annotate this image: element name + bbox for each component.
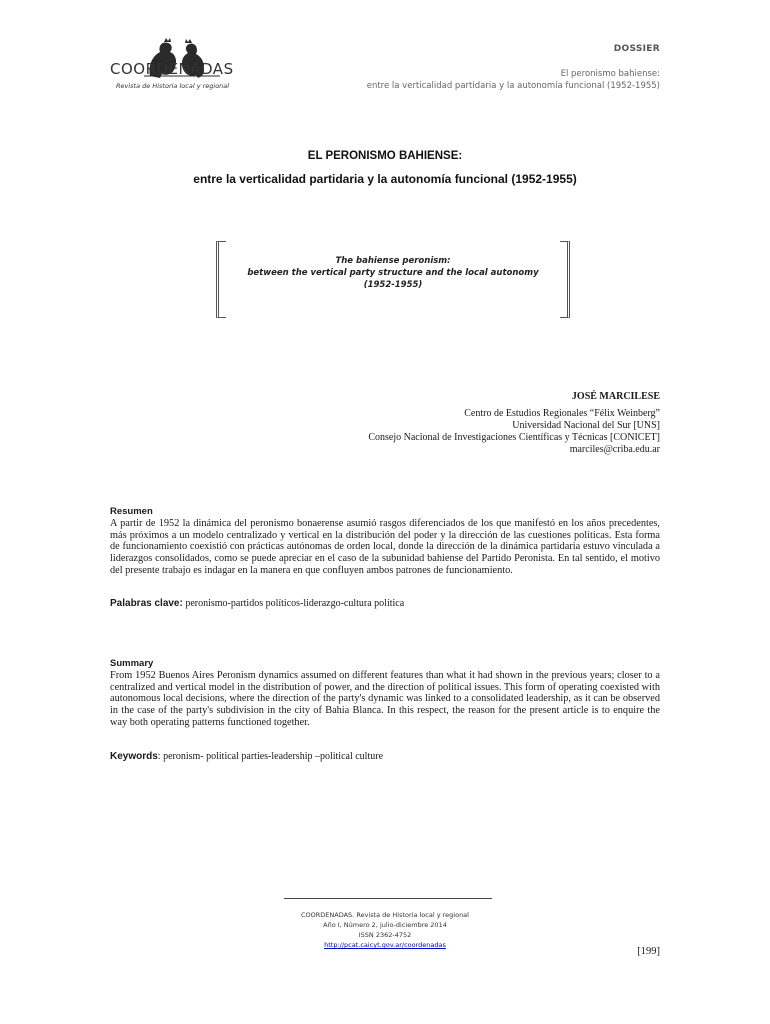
footer-issue: Año I, Número 2, julio-diciembre 2014 (323, 921, 447, 929)
english-title (216, 255, 570, 291)
footer-link[interactable]: http://pcat.caicyt.gov.ar/coordenadas (324, 941, 446, 949)
affiliation-2: Universidad Nacional del Sur [UNS] (512, 420, 660, 431)
page-number: [199] (637, 946, 660, 957)
footer (200, 910, 570, 950)
palabras-clave (110, 598, 660, 609)
keywords-text: : peronism- political parties-leadership –political culture (157, 751, 384, 762)
keywords-label: Keywords (110, 751, 158, 762)
journal-logo (110, 38, 250, 96)
keywords (110, 751, 660, 762)
section-label: DOSSIER (613, 44, 660, 54)
footer-journal: COORDENADAS. Revista de Historia local y regional (301, 911, 469, 919)
affiliation-1: Centro de Estudios Regionales “Félix Weinberg” (464, 408, 660, 419)
author-affiliation (368, 408, 660, 456)
palabras-clave-label: Palabras clave: (110, 598, 183, 609)
palabras-clave-text: peronismo-partidos políticos-liderazgo-cultura política (185, 598, 405, 609)
article-subtitle: entre la verticalidad partidaria y la autonomía funcional (1952-1955) (193, 172, 577, 186)
english-title-line1: The bahiense peronism: (335, 256, 451, 266)
running-title-line1: El peronismo bahiense: (560, 69, 660, 79)
summary-heading: Summary (110, 658, 154, 669)
summary-text: From 1952 Buenos Aires Peronism dynamics assumed on different features than what it had shown in the previous years; closer to a centralized and vertical model in the distribution of power, and the direction of political issues. This form of operating coexisted with autonomous local decisions, where the direction of the party's dynamic was linked to a consolidated leadership, as it can be observed in the case of the party's subdivision in the city of Bahia Blanca. In this respect, the reason for the present article is to enquire the way both operating patterns functioned together. (110, 670, 660, 728)
author-email[interactable]: marciles@criba.edu.ar (569, 444, 660, 455)
article-title: EL PERONISMO BAHIENSE: (307, 150, 463, 162)
english-title-line3: (1952-1955) (363, 280, 423, 290)
footer-divider (284, 898, 492, 899)
running-title-line2: entre la verticalidad partidaria y la autonomía funcional (1952-1955) (366, 81, 660, 91)
logo-title: COORDENADAS (110, 60, 234, 78)
footer-issn: ISSN 2362-4752 (358, 931, 412, 939)
resumen-heading: Resumen (110, 506, 153, 517)
author-name: JOSÉ MARCILESE (571, 391, 660, 402)
resumen-text: A partir de 1952 la dinámica del peronismo bonaerense asumió rasgos diferenciados de los que manifestó en los años precedentes, más próximos a un modelo centralizado y vertical en la distribución del poder y la dirección de las cuestiones políticas. Esta forma de funcionamiento coexistió con prácticas autónomas de orden local, donde la dirección de la dinámica partidaria estuvo vinculada a liderazgos consolidados, como se puede apreciar en el caso de la subunidad bahiense del Partido Peronista. En tal sentido, el motivo del presente trabajo es indagar en la manera en que confluyen ambos patrones de funcionamiento. (110, 518, 660, 576)
running-title (367, 68, 660, 92)
affiliation-3: Consejo Nacional de Investigaciones Científicas y Técnicas [CONICET] (368, 432, 660, 443)
english-title-line2: between the vertical party structure and the local autonomy (247, 268, 539, 278)
logo-subtitle: Revista de Historia local y regional (116, 82, 230, 90)
